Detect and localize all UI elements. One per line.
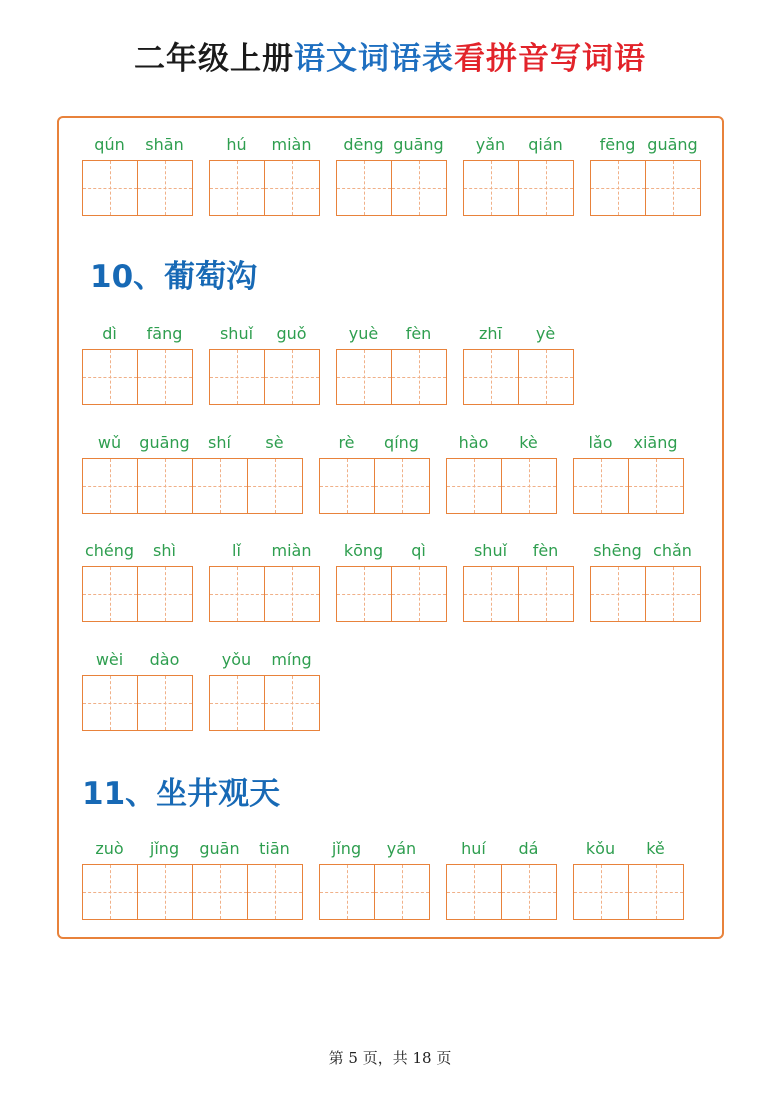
tianzige-box[interactable] — [447, 865, 502, 919]
pinyin-line — [209, 650, 320, 669]
tianzige-box[interactable] — [210, 676, 265, 730]
tianzige-box[interactable] — [337, 350, 392, 404]
pinyin-syllable: dì — [102, 324, 117, 343]
word-row-4 — [82, 541, 701, 622]
pinyin-line — [319, 839, 430, 858]
word-item — [336, 541, 447, 622]
word-item — [209, 135, 320, 216]
tianzige-box[interactable] — [337, 567, 392, 621]
lesson-11-heading: 11、坐井观天 — [82, 776, 281, 812]
pinyin-line — [446, 839, 557, 858]
word-item — [82, 433, 303, 514]
word-item — [82, 324, 193, 405]
pinyin-line — [336, 135, 447, 154]
pinyin-syllable: yǎn — [475, 135, 506, 154]
pinyin-line — [573, 839, 684, 858]
pinyin-syllable: shí — [208, 433, 231, 452]
tianzige-box[interactable] — [519, 161, 574, 215]
pinyin-line — [463, 324, 574, 343]
pinyin-syllable: guāng — [647, 135, 698, 154]
pinyin-syllable: sè — [265, 433, 284, 452]
writing-boxes — [573, 458, 684, 514]
pinyin-syllable: dēng — [343, 135, 384, 154]
pinyin-line — [590, 135, 701, 154]
tianzige-box[interactable] — [464, 161, 519, 215]
tianzige-box[interactable] — [138, 350, 193, 404]
word-item — [319, 839, 430, 920]
pinyin-syllable: zuò — [95, 839, 124, 858]
tianzige-box[interactable] — [83, 676, 138, 730]
tianzige-box[interactable] — [83, 350, 138, 404]
tianzige-box[interactable] — [392, 161, 447, 215]
page-title — [0, 41, 780, 77]
pinyin-syllable: qún — [94, 135, 125, 154]
tianzige-box[interactable] — [210, 161, 265, 215]
tianzige-box[interactable] — [519, 567, 574, 621]
pinyin-line — [209, 541, 320, 560]
writing-boxes — [446, 458, 557, 514]
writing-boxes — [336, 160, 447, 216]
tianzige-box[interactable] — [464, 350, 519, 404]
word-item — [590, 541, 701, 622]
writing-boxes — [463, 566, 574, 622]
writing-boxes — [573, 864, 684, 920]
worksheet-frame — [57, 116, 724, 939]
word-item — [82, 650, 193, 731]
pinyin-syllable: kōng — [343, 541, 384, 560]
pinyin-syllable: miàn — [271, 135, 312, 154]
pinyin-syllable: míng — [271, 650, 312, 669]
pinyin-line — [336, 541, 447, 560]
tianzige-box[interactable] — [265, 161, 320, 215]
pinyin-syllable: zhī — [479, 324, 502, 343]
writing-boxes — [209, 675, 320, 731]
pinyin-line — [573, 433, 684, 452]
pinyin-line — [336, 324, 447, 343]
writing-boxes — [590, 160, 701, 216]
pinyin-syllable: guān — [199, 839, 240, 858]
pinyin-syllable: guǒ — [276, 324, 307, 343]
word-item — [336, 324, 447, 405]
word-item — [463, 135, 574, 216]
writing-boxes — [209, 349, 320, 405]
tianzige-box[interactable] — [447, 459, 502, 513]
writing-boxes — [209, 566, 320, 622]
title-grade: 二年级上册 — [134, 41, 294, 77]
tianzige-box[interactable] — [138, 459, 193, 513]
word-item — [446, 433, 557, 514]
tianzige-box[interactable] — [646, 567, 701, 621]
title-vocab: 语文词语表 — [294, 41, 454, 77]
word-item — [336, 135, 447, 216]
word-item — [209, 650, 320, 731]
tianzige-box[interactable] — [519, 350, 574, 404]
pinyin-line — [209, 324, 320, 343]
pinyin-line — [82, 135, 193, 154]
writing-boxes — [463, 160, 574, 216]
writing-boxes — [82, 160, 193, 216]
pinyin-syllable: jǐng — [149, 839, 180, 858]
pinyin-syllable: qián — [528, 135, 563, 154]
pinyin-line — [319, 433, 430, 452]
word-item — [209, 541, 320, 622]
pinyin-syllable: yè — [535, 324, 556, 343]
tianzige-box[interactable] — [265, 567, 320, 621]
tianzige-box[interactable] — [265, 676, 320, 730]
writing-boxes — [82, 675, 193, 731]
pinyin-syllable: wǔ — [97, 433, 122, 452]
lesson-10-heading: 10、葡萄沟 — [90, 259, 258, 295]
pinyin-line — [82, 324, 193, 343]
word-item — [590, 135, 701, 216]
tianzige-box[interactable] — [591, 161, 646, 215]
word-row-1 — [82, 135, 701, 216]
tianzige-box[interactable] — [83, 567, 138, 621]
tianzige-box[interactable] — [138, 865, 193, 919]
pinyin-syllable: shuǐ — [219, 324, 254, 343]
pinyin-syllable: guāng — [393, 135, 444, 154]
pinyin-syllable: yán — [386, 839, 417, 858]
tianzige-box[interactable] — [83, 865, 138, 919]
pinyin-syllable: rè — [338, 433, 355, 452]
pinyin-syllable: kǒu — [585, 839, 616, 858]
word-item — [82, 839, 303, 920]
pinyin-syllable: shuǐ — [473, 541, 508, 560]
writing-boxes — [82, 349, 193, 405]
pinyin-syllable: shì — [153, 541, 176, 560]
pinyin-syllable: kè — [519, 433, 538, 452]
writing-boxes — [82, 864, 303, 920]
tianzige-box[interactable] — [375, 459, 430, 513]
tianzige-box[interactable] — [265, 350, 320, 404]
pinyin-syllable: dá — [518, 839, 539, 858]
pinyin-syllable: kě — [646, 839, 665, 858]
pinyin-syllable: yuè — [348, 324, 379, 343]
tianzige-box[interactable] — [337, 161, 392, 215]
tianzige-box[interactable] — [210, 567, 265, 621]
pinyin-syllable: jǐng — [331, 839, 362, 858]
pinyin-line — [590, 541, 701, 560]
pinyin-syllable: miàn — [271, 541, 312, 560]
tianzige-box[interactable] — [193, 865, 248, 919]
pinyin-syllable: shēng — [593, 541, 642, 560]
word-item — [82, 541, 193, 622]
word-item — [463, 541, 574, 622]
tianzige-box[interactable] — [210, 350, 265, 404]
tianzige-box[interactable] — [320, 865, 375, 919]
pinyin-syllable: huí — [461, 839, 486, 858]
pinyin-syllable: tiān — [259, 839, 290, 858]
tianzige-box[interactable] — [193, 459, 248, 513]
word-item — [446, 839, 557, 920]
pinyin-syllable: guāng — [139, 433, 190, 452]
word-item — [82, 135, 193, 216]
tianzige-box[interactable] — [83, 161, 138, 215]
pinyin-syllable: fāng — [146, 324, 183, 343]
title-task: 看拼音写词语 — [454, 41, 646, 77]
tianzige-box[interactable] — [392, 567, 447, 621]
pinyin-syllable: dào — [149, 650, 180, 669]
pinyin-syllable: xiāng — [633, 433, 678, 452]
tianzige-box[interactable] — [138, 567, 193, 621]
writing-boxes — [336, 566, 447, 622]
tianzige-box[interactable] — [248, 459, 303, 513]
writing-boxes — [82, 566, 193, 622]
pinyin-line — [446, 433, 557, 452]
word-row-2 — [82, 324, 574, 405]
word-row-6 — [82, 839, 684, 920]
tianzige-box[interactable] — [502, 459, 557, 513]
tianzige-box[interactable] — [138, 161, 193, 215]
pinyin-line — [82, 839, 303, 858]
pinyin-syllable: fēng — [599, 135, 636, 154]
pinyin-syllable: yǒu — [221, 650, 252, 669]
pinyin-syllable: lǐ — [232, 541, 241, 560]
pinyin-syllable: qì — [411, 541, 426, 560]
pinyin-syllable: qíng — [384, 433, 419, 452]
writing-boxes — [590, 566, 701, 622]
writing-boxes — [319, 864, 430, 920]
tianzige-box[interactable] — [392, 350, 447, 404]
writing-boxes — [209, 160, 320, 216]
pinyin-syllable: fèn — [405, 324, 432, 343]
writing-boxes — [319, 458, 430, 514]
writing-boxes — [463, 349, 574, 405]
tianzige-box[interactable] — [464, 567, 519, 621]
word-item — [573, 839, 684, 920]
word-item — [319, 433, 430, 514]
pinyin-line — [82, 541, 193, 560]
pinyin-syllable: shān — [145, 135, 184, 154]
tianzige-box[interactable] — [629, 459, 684, 513]
tianzige-box[interactable] — [138, 676, 193, 730]
writing-boxes — [336, 349, 447, 405]
pinyin-syllable: wèi — [95, 650, 124, 669]
tianzige-box[interactable] — [83, 459, 138, 513]
word-item — [573, 433, 684, 514]
pinyin-syllable: chéng — [84, 541, 135, 560]
tianzige-box[interactable] — [574, 865, 629, 919]
word-row-3 — [82, 433, 684, 514]
tianzige-box[interactable] — [375, 865, 430, 919]
pinyin-line — [463, 135, 574, 154]
pinyin-syllable: chǎn — [653, 541, 692, 560]
word-row-5 — [82, 650, 320, 731]
word-item — [209, 324, 320, 405]
pinyin-syllable: lǎo — [588, 433, 613, 452]
pinyin-line — [209, 135, 320, 154]
pinyin-syllable: hào — [458, 433, 489, 452]
word-item — [463, 324, 574, 405]
pinyin-line — [82, 650, 193, 669]
writing-boxes — [82, 458, 303, 514]
tianzige-box[interactable] — [320, 459, 375, 513]
tianzige-box[interactable] — [502, 865, 557, 919]
tianzige-box[interactable] — [629, 865, 684, 919]
pinyin-syllable: fèn — [532, 541, 559, 560]
tianzige-box[interactable] — [574, 459, 629, 513]
tianzige-box[interactable] — [248, 865, 303, 919]
pinyin-line — [463, 541, 574, 560]
tianzige-box[interactable] — [591, 567, 646, 621]
page-number: 第 5 页，共 18 页 — [328, 1049, 452, 1067]
pinyin-line — [82, 433, 303, 452]
tianzige-box[interactable] — [646, 161, 701, 215]
pinyin-syllable: hú — [226, 135, 247, 154]
writing-boxes — [446, 864, 557, 920]
